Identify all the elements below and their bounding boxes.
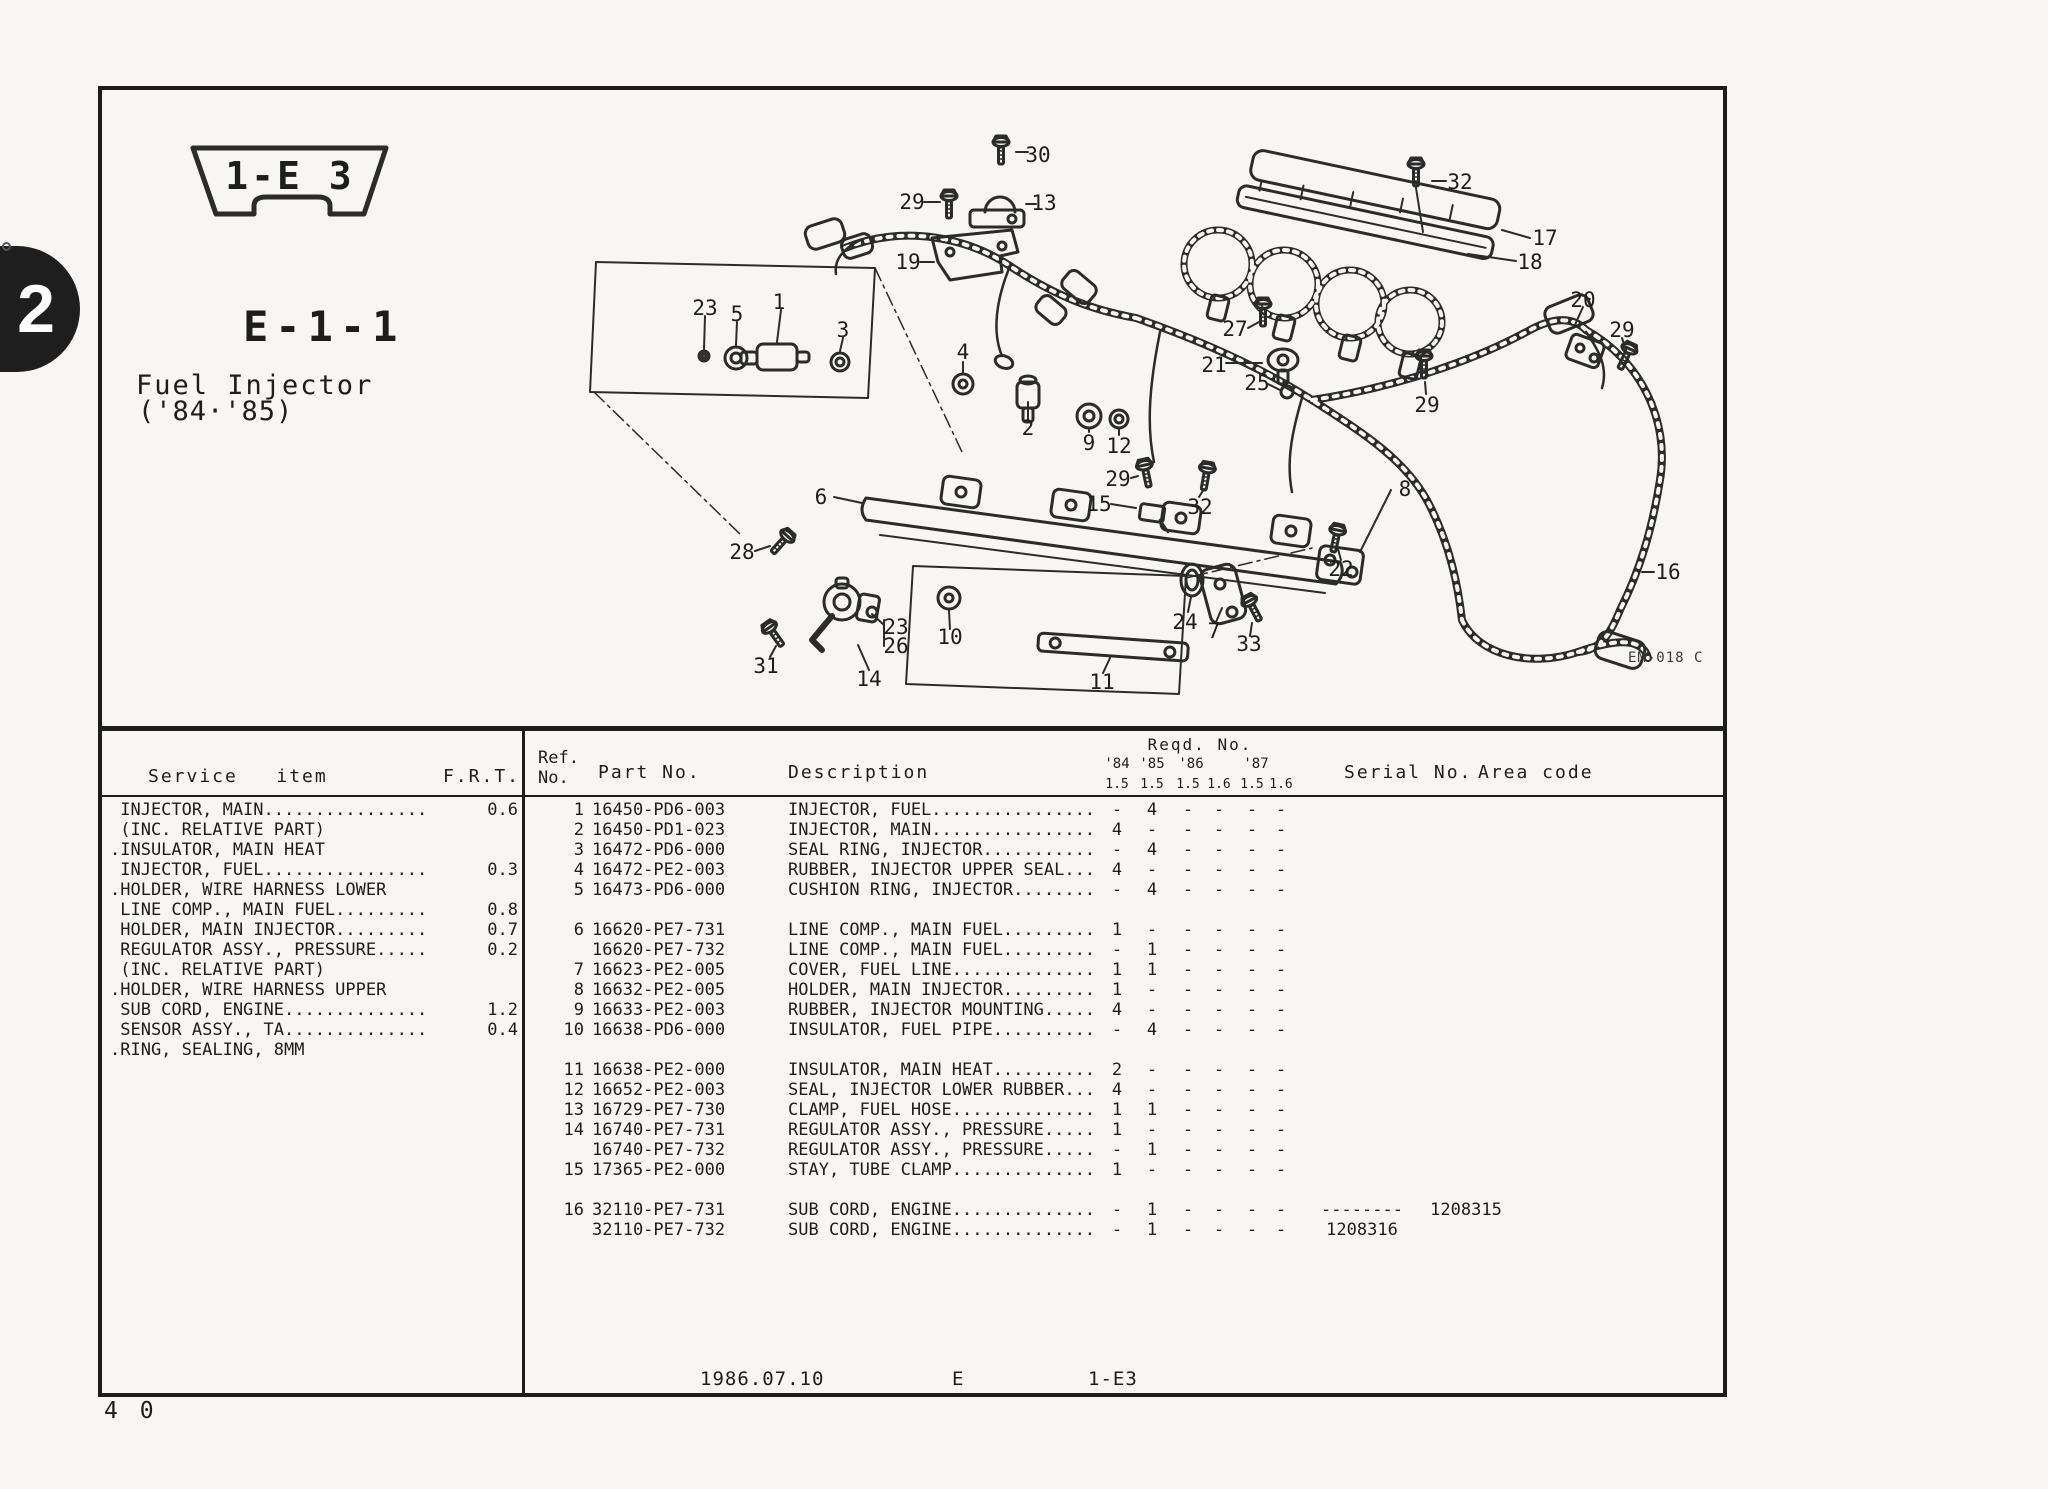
part-serial-no: 1208316 — [1326, 1220, 1398, 1240]
callout-7: 7 — [1207, 619, 1221, 643]
callout-31: 31 — [753, 654, 779, 678]
part-qty: - — [1182, 800, 1194, 820]
service-item-text: (INC. RELATIVE PART) — [110, 960, 325, 980]
part-qty: 4 — [1146, 800, 1158, 820]
part-qty: 4 — [1111, 820, 1123, 840]
part-qty: - — [1213, 1080, 1225, 1100]
part-qty: - — [1213, 980, 1225, 1000]
callout-33: 33 — [1236, 632, 1262, 656]
part-number: 16632-PE2-005 — [592, 980, 726, 1000]
part-qty: - — [1111, 1200, 1123, 1220]
page-title-years: ('84·'85) — [138, 396, 294, 427]
callout-15: 15 — [1086, 492, 1112, 516]
callout-29: 29 — [899, 190, 925, 214]
part-description: REGULATOR ASSY., PRESSURE..... — [788, 1120, 1096, 1140]
part-qty: - — [1182, 940, 1194, 960]
callout-26: 26 — [883, 634, 909, 658]
part-qty: - — [1275, 1020, 1287, 1040]
callout-29: 29 — [1609, 318, 1635, 342]
header-area-code: Area code — [1478, 762, 1594, 783]
part-description: INJECTOR, FUEL................ — [788, 800, 1096, 820]
service-item-frt: 0.3 — [487, 860, 518, 880]
callout-19: 19 — [895, 250, 921, 274]
part-qty: - — [1146, 820, 1158, 840]
part-description: SEAL, INJECTOR LOWER RUBBER... — [788, 1080, 1096, 1100]
part-qty: - — [1246, 920, 1258, 940]
part-qty: - — [1246, 980, 1258, 1000]
part-qty: - — [1213, 920, 1225, 940]
header-ref-line2: No. — [538, 768, 569, 788]
part-qty: 1 — [1111, 920, 1123, 940]
part-qty: - — [1182, 1220, 1194, 1240]
part-qty: - — [1146, 1000, 1158, 1020]
part-qty: - — [1111, 840, 1123, 860]
service-item-text: INJECTOR, MAIN................ — [110, 800, 428, 820]
page-title: Fuel Injector — [136, 370, 374, 401]
part-qty: - — [1213, 820, 1225, 840]
part-qty: - — [1275, 1060, 1287, 1080]
part-qty: - — [1146, 1160, 1158, 1180]
part-qty: - — [1275, 860, 1287, 880]
part-qty: - — [1182, 980, 1194, 1000]
part-description: COVER, FUEL LINE.............. — [788, 960, 1096, 980]
part-qty: - — [1111, 1020, 1123, 1040]
part-qty: - — [1213, 1160, 1225, 1180]
callout-23: 23 — [883, 615, 909, 639]
service-item-text: .INSULATOR, MAIN HEAT — [110, 840, 325, 860]
part-qty: - — [1246, 1100, 1258, 1120]
part-qty: - — [1246, 880, 1258, 900]
part-qty: 1 — [1146, 1100, 1158, 1120]
part-qty: - — [1182, 1200, 1194, 1220]
part-qty: - — [1182, 820, 1194, 840]
part-qty: - — [1275, 960, 1287, 980]
callout-29: 29 — [1105, 467, 1131, 491]
section-tab-number: 2 — [17, 271, 55, 347]
service-item-text: INJECTOR, FUEL................ — [110, 860, 428, 880]
part-qty: - — [1275, 820, 1287, 840]
part-ref-no: 4 — [573, 860, 584, 880]
part-description: CUSHION RING, INJECTOR........ — [788, 880, 1096, 900]
part-qty: 4 — [1146, 880, 1158, 900]
part-description: SUB CORD, ENGINE.............. — [788, 1220, 1096, 1240]
part-qty: - — [1275, 1080, 1287, 1100]
header-part-no: Part No. — [598, 762, 701, 783]
footer-section: E — [952, 1368, 965, 1390]
part-qty: 1 — [1111, 1160, 1123, 1180]
callout-28: 28 — [729, 540, 755, 564]
part-number: 16740-PE7-731 — [592, 1120, 726, 1140]
header-year: '85 — [1139, 756, 1165, 772]
callout-14: 14 — [856, 667, 882, 691]
callout-21: 21 — [1201, 353, 1227, 377]
part-qty: - — [1182, 840, 1194, 860]
part-qty: - — [1111, 940, 1123, 960]
callout-25: 25 — [1244, 371, 1270, 395]
part-qty: - — [1182, 960, 1194, 980]
part-description: INSULATOR, MAIN HEAT.......... — [788, 1060, 1096, 1080]
part-qty: - — [1275, 1200, 1287, 1220]
part-qty: - — [1246, 860, 1258, 880]
callout-5: 5 — [730, 302, 744, 326]
part-qty: - — [1246, 840, 1258, 860]
callout-1: 1 — [772, 290, 786, 314]
callout-23: 23 — [692, 296, 718, 320]
callout-2: 2 — [1021, 416, 1035, 440]
part-qty: - — [1275, 980, 1287, 1000]
part-number: 16620-PE7-732 — [592, 940, 726, 960]
part-qty: 1 — [1146, 1220, 1158, 1240]
part-qty: - — [1182, 1100, 1194, 1120]
part-description: SUB CORD, ENGINE.............. — [788, 1200, 1096, 1220]
part-ref-no: 1 — [573, 800, 584, 820]
part-qty: 4 — [1111, 860, 1123, 880]
part-qty: - — [1246, 1120, 1258, 1140]
service-item-frt: 0.4 — [487, 1020, 518, 1040]
part-qty: - — [1182, 1160, 1194, 1180]
header-ref-line1: Ref. — [538, 748, 579, 768]
callout-24: 24 — [1172, 610, 1198, 634]
part-ref-no: 14 — [563, 1120, 584, 1140]
part-qty: - — [1182, 1080, 1194, 1100]
callout-10: 10 — [937, 625, 963, 649]
part-ref-no: 9 — [573, 1000, 584, 1020]
part-qty: - — [1246, 960, 1258, 980]
part-qty: - — [1246, 940, 1258, 960]
part-ref-no: 7 — [573, 960, 584, 980]
header-reqd-no: Reqd. No. — [1147, 735, 1253, 754]
part-number: 16450-PD1-023 — [592, 820, 726, 840]
service-item-text: (INC. RELATIVE PART) — [110, 820, 325, 840]
part-description: INSULATOR, FUEL PIPE.......... — [788, 1020, 1096, 1040]
header-engine: 1.5 — [1240, 777, 1264, 792]
part-qty: - — [1213, 800, 1225, 820]
part-qty: - — [1182, 1000, 1194, 1020]
tab-corner-mark — [2, 242, 11, 251]
part-qty: - — [1213, 840, 1225, 860]
part-number: 16473-PD6-000 — [592, 880, 726, 900]
callout-20: 20 — [1570, 288, 1596, 312]
callout-6: 6 — [814, 485, 828, 509]
part-qty: - — [1275, 800, 1287, 820]
part-description: LINE COMP., MAIN FUEL......... — [788, 940, 1096, 960]
header-engine: 1.6 — [1269, 777, 1293, 792]
part-number: 16633-PE2-003 — [592, 1000, 726, 1020]
part-qty: - — [1111, 1140, 1123, 1160]
part-qty: - — [1246, 1220, 1258, 1240]
table-top-rule — [100, 726, 1723, 731]
part-qty: - — [1182, 1060, 1194, 1080]
page-badge-label: 1-E 3 — [225, 154, 355, 198]
part-qty: - — [1182, 1140, 1194, 1160]
part-qty: - — [1275, 880, 1287, 900]
callout-27: 27 — [1222, 317, 1248, 341]
part-qty: - — [1182, 860, 1194, 880]
part-qty: - — [1213, 1060, 1225, 1080]
part-ref-no: 6 — [573, 920, 584, 940]
part-qty: - — [1146, 1120, 1158, 1140]
part-ref-no: 12 — [563, 1080, 584, 1100]
part-number: 32110-PE7-731 — [592, 1200, 726, 1220]
part-qty: - — [1275, 920, 1287, 940]
part-qty: - — [1111, 800, 1123, 820]
callout-29: 29 — [1414, 393, 1440, 417]
part-qty: - — [1146, 860, 1158, 880]
part-number: 16740-PE7-732 — [592, 1140, 726, 1160]
part-description: SEAL RING, INJECTOR........... — [788, 840, 1096, 860]
part-qty: - — [1246, 1000, 1258, 1020]
diagram-code: EM-018 C — [1628, 650, 1704, 666]
part-number: 32110-PE7-732 — [592, 1220, 726, 1240]
callout-32: 32 — [1447, 170, 1473, 194]
callout-3: 3 — [836, 318, 850, 342]
part-qty: - — [1213, 960, 1225, 980]
part-qty: - — [1146, 1080, 1158, 1100]
part-description: RUBBER, INJECTOR UPPER SEAL... — [788, 860, 1096, 880]
part-qty: 1 — [1146, 940, 1158, 960]
part-qty: - — [1213, 1000, 1225, 1020]
part-qty: 1 — [1146, 1200, 1158, 1220]
callout-11: 11 — [1089, 670, 1115, 694]
footer-ref: 1-E3 — [1088, 1368, 1138, 1390]
part-qty: - — [1213, 1100, 1225, 1120]
header-serial-no: Serial No. — [1344, 762, 1473, 783]
part-description: RUBBER, INJECTOR MOUNTING..... — [788, 1000, 1096, 1020]
part-qty: 4 — [1146, 1020, 1158, 1040]
callout-30: 30 — [1025, 143, 1051, 167]
part-number: 16472-PE2-003 — [592, 860, 726, 880]
part-description: REGULATOR ASSY., PRESSURE..... — [788, 1140, 1096, 1160]
part-qty: - — [1213, 1020, 1225, 1040]
part-qty: - — [1246, 1080, 1258, 1100]
callout-9: 9 — [1082, 431, 1096, 455]
part-qty: - — [1246, 800, 1258, 820]
callout-16: 16 — [1655, 560, 1681, 584]
part-qty: 1 — [1111, 1120, 1123, 1140]
header-engine: 1.6 — [1207, 777, 1231, 792]
service-item-text: HOLDER, MAIN INJECTOR......... — [110, 920, 428, 940]
part-number: 16620-PE7-731 — [592, 920, 726, 940]
part-ref-no: 3 — [573, 840, 584, 860]
part-qty: 1 — [1146, 960, 1158, 980]
part-qty: - — [1182, 1020, 1194, 1040]
section-code: E-1-1 — [243, 302, 405, 351]
part-qty: - — [1213, 860, 1225, 880]
header-year: '87 — [1243, 756, 1269, 772]
callout-12: 12 — [1106, 434, 1132, 458]
service-item-text: SUB CORD, ENGINE.............. — [110, 1000, 428, 1020]
part-qty: - — [1182, 880, 1194, 900]
part-qty: - — [1275, 840, 1287, 860]
part-description: CLAMP, FUEL HOSE.............. — [788, 1100, 1096, 1120]
part-qty: 4 — [1111, 1080, 1123, 1100]
header-engine: 1.5 — [1140, 777, 1164, 792]
part-qty: - — [1146, 1060, 1158, 1080]
header-year: '86 — [1178, 756, 1204, 772]
part-qty: 4 — [1111, 1000, 1123, 1020]
service-item-frt: 1.2 — [487, 1000, 518, 1020]
callout-17: 17 — [1532, 226, 1558, 250]
service-item-frt: 0.7 — [487, 920, 518, 940]
table-column-rule — [522, 726, 525, 1393]
part-qty: - — [1275, 1160, 1287, 1180]
part-qty: - — [1246, 1140, 1258, 1160]
part-qty: - — [1275, 1220, 1287, 1240]
header-engine: 1.5 — [1105, 777, 1129, 792]
part-qty: - — [1146, 980, 1158, 1000]
part-qty: 2 — [1111, 1060, 1123, 1080]
part-ref-no: 11 — [563, 1060, 584, 1080]
part-number: 16652-PE2-003 — [592, 1080, 726, 1100]
callout-32: 32 — [1187, 495, 1213, 519]
part-description: INJECTOR, MAIN................ — [788, 820, 1096, 840]
part-qty: - — [1246, 1160, 1258, 1180]
service-item-frt: 0.2 — [487, 940, 518, 960]
header-service-item: Service item — [148, 766, 328, 787]
part-ref-no: 5 — [573, 880, 584, 900]
part-number: 17365-PE2-000 — [592, 1160, 726, 1180]
table-header-rule — [100, 795, 1723, 797]
service-item-text: REGULATOR ASSY., PRESSURE..... — [110, 940, 428, 960]
header-engine: 1.5 — [1176, 777, 1200, 792]
part-qty: - — [1213, 940, 1225, 960]
part-qty: - — [1213, 1200, 1225, 1220]
part-qty: - — [1146, 920, 1158, 940]
part-serial-no: -------- — [1321, 1200, 1403, 1220]
part-qty: 4 — [1146, 840, 1158, 860]
callout-4: 4 — [956, 340, 970, 364]
part-qty: - — [1111, 880, 1123, 900]
part-ref-no: 2 — [573, 820, 584, 840]
part-qty: - — [1246, 820, 1258, 840]
part-qty: - — [1213, 880, 1225, 900]
part-qty: - — [1111, 1220, 1123, 1240]
part-qty: - — [1182, 1120, 1194, 1140]
part-description: HOLDER, MAIN INJECTOR......... — [788, 980, 1096, 1000]
part-number: 16472-PD6-000 — [592, 840, 726, 860]
service-item-text: .HOLDER, WIRE HARNESS UPPER — [110, 980, 387, 1000]
service-item-text: LINE COMP., MAIN FUEL......... — [110, 900, 428, 920]
part-qty: - — [1246, 1020, 1258, 1040]
part-qty: - — [1246, 1200, 1258, 1220]
part-qty: 1 — [1111, 1100, 1123, 1120]
callout-8: 8 — [1398, 477, 1412, 501]
part-qty: - — [1213, 1220, 1225, 1240]
part-ref-no: 8 — [573, 980, 584, 1000]
part-number: 16450-PD6-003 — [592, 800, 726, 820]
service-item-frt: 0.6 — [487, 800, 518, 820]
service-item-text: .RING, SEALING, 8MM — [110, 1040, 305, 1060]
part-qty: - — [1275, 1100, 1287, 1120]
part-qty: - — [1275, 1000, 1287, 1020]
part-qty: - — [1182, 920, 1194, 940]
part-number: 16623-PE2-005 — [592, 960, 726, 980]
part-qty: 1 — [1111, 980, 1123, 1000]
footer-date: 1986.07.10 — [700, 1368, 825, 1390]
service-item-text: .HOLDER, WIRE HARNESS LOWER — [110, 880, 387, 900]
part-qty: - — [1213, 1140, 1225, 1160]
header-description: Description — [788, 762, 930, 783]
part-description: STAY, TUBE CLAMP.............. — [788, 1160, 1096, 1180]
page-number: 4 0 — [104, 1398, 158, 1424]
part-qty: 1 — [1146, 1140, 1158, 1160]
service-item-text: SENSOR ASSY., TA.............. — [110, 1020, 428, 1040]
part-qty: - — [1275, 1140, 1287, 1160]
part-ref-no: 13 — [563, 1100, 584, 1120]
part-qty: - — [1213, 1120, 1225, 1140]
part-number: 16729-PE7-730 — [592, 1100, 726, 1120]
part-description: LINE COMP., MAIN FUEL......... — [788, 920, 1096, 940]
part-ref-no: 10 — [563, 1020, 584, 1040]
service-item-frt: 0.8 — [487, 900, 518, 920]
part-qty: - — [1246, 1060, 1258, 1080]
part-number: 16638-PD6-000 — [592, 1020, 726, 1040]
header-frt: F.R.T. — [442, 766, 520, 787]
header-year: '84 — [1104, 756, 1130, 772]
part-ref-no: 15 — [563, 1160, 584, 1180]
callout-13: 13 — [1031, 191, 1057, 215]
part-ref-no: 16 — [563, 1200, 584, 1220]
part-qty: 1 — [1111, 960, 1123, 980]
part-area-code: 1208315 — [1430, 1200, 1502, 1220]
part-number: 16638-PE2-000 — [592, 1060, 726, 1080]
part-qty: - — [1275, 940, 1287, 960]
callout-22: 22 — [1328, 557, 1354, 581]
part-qty: - — [1275, 1120, 1287, 1140]
callout-18: 18 — [1517, 250, 1543, 274]
